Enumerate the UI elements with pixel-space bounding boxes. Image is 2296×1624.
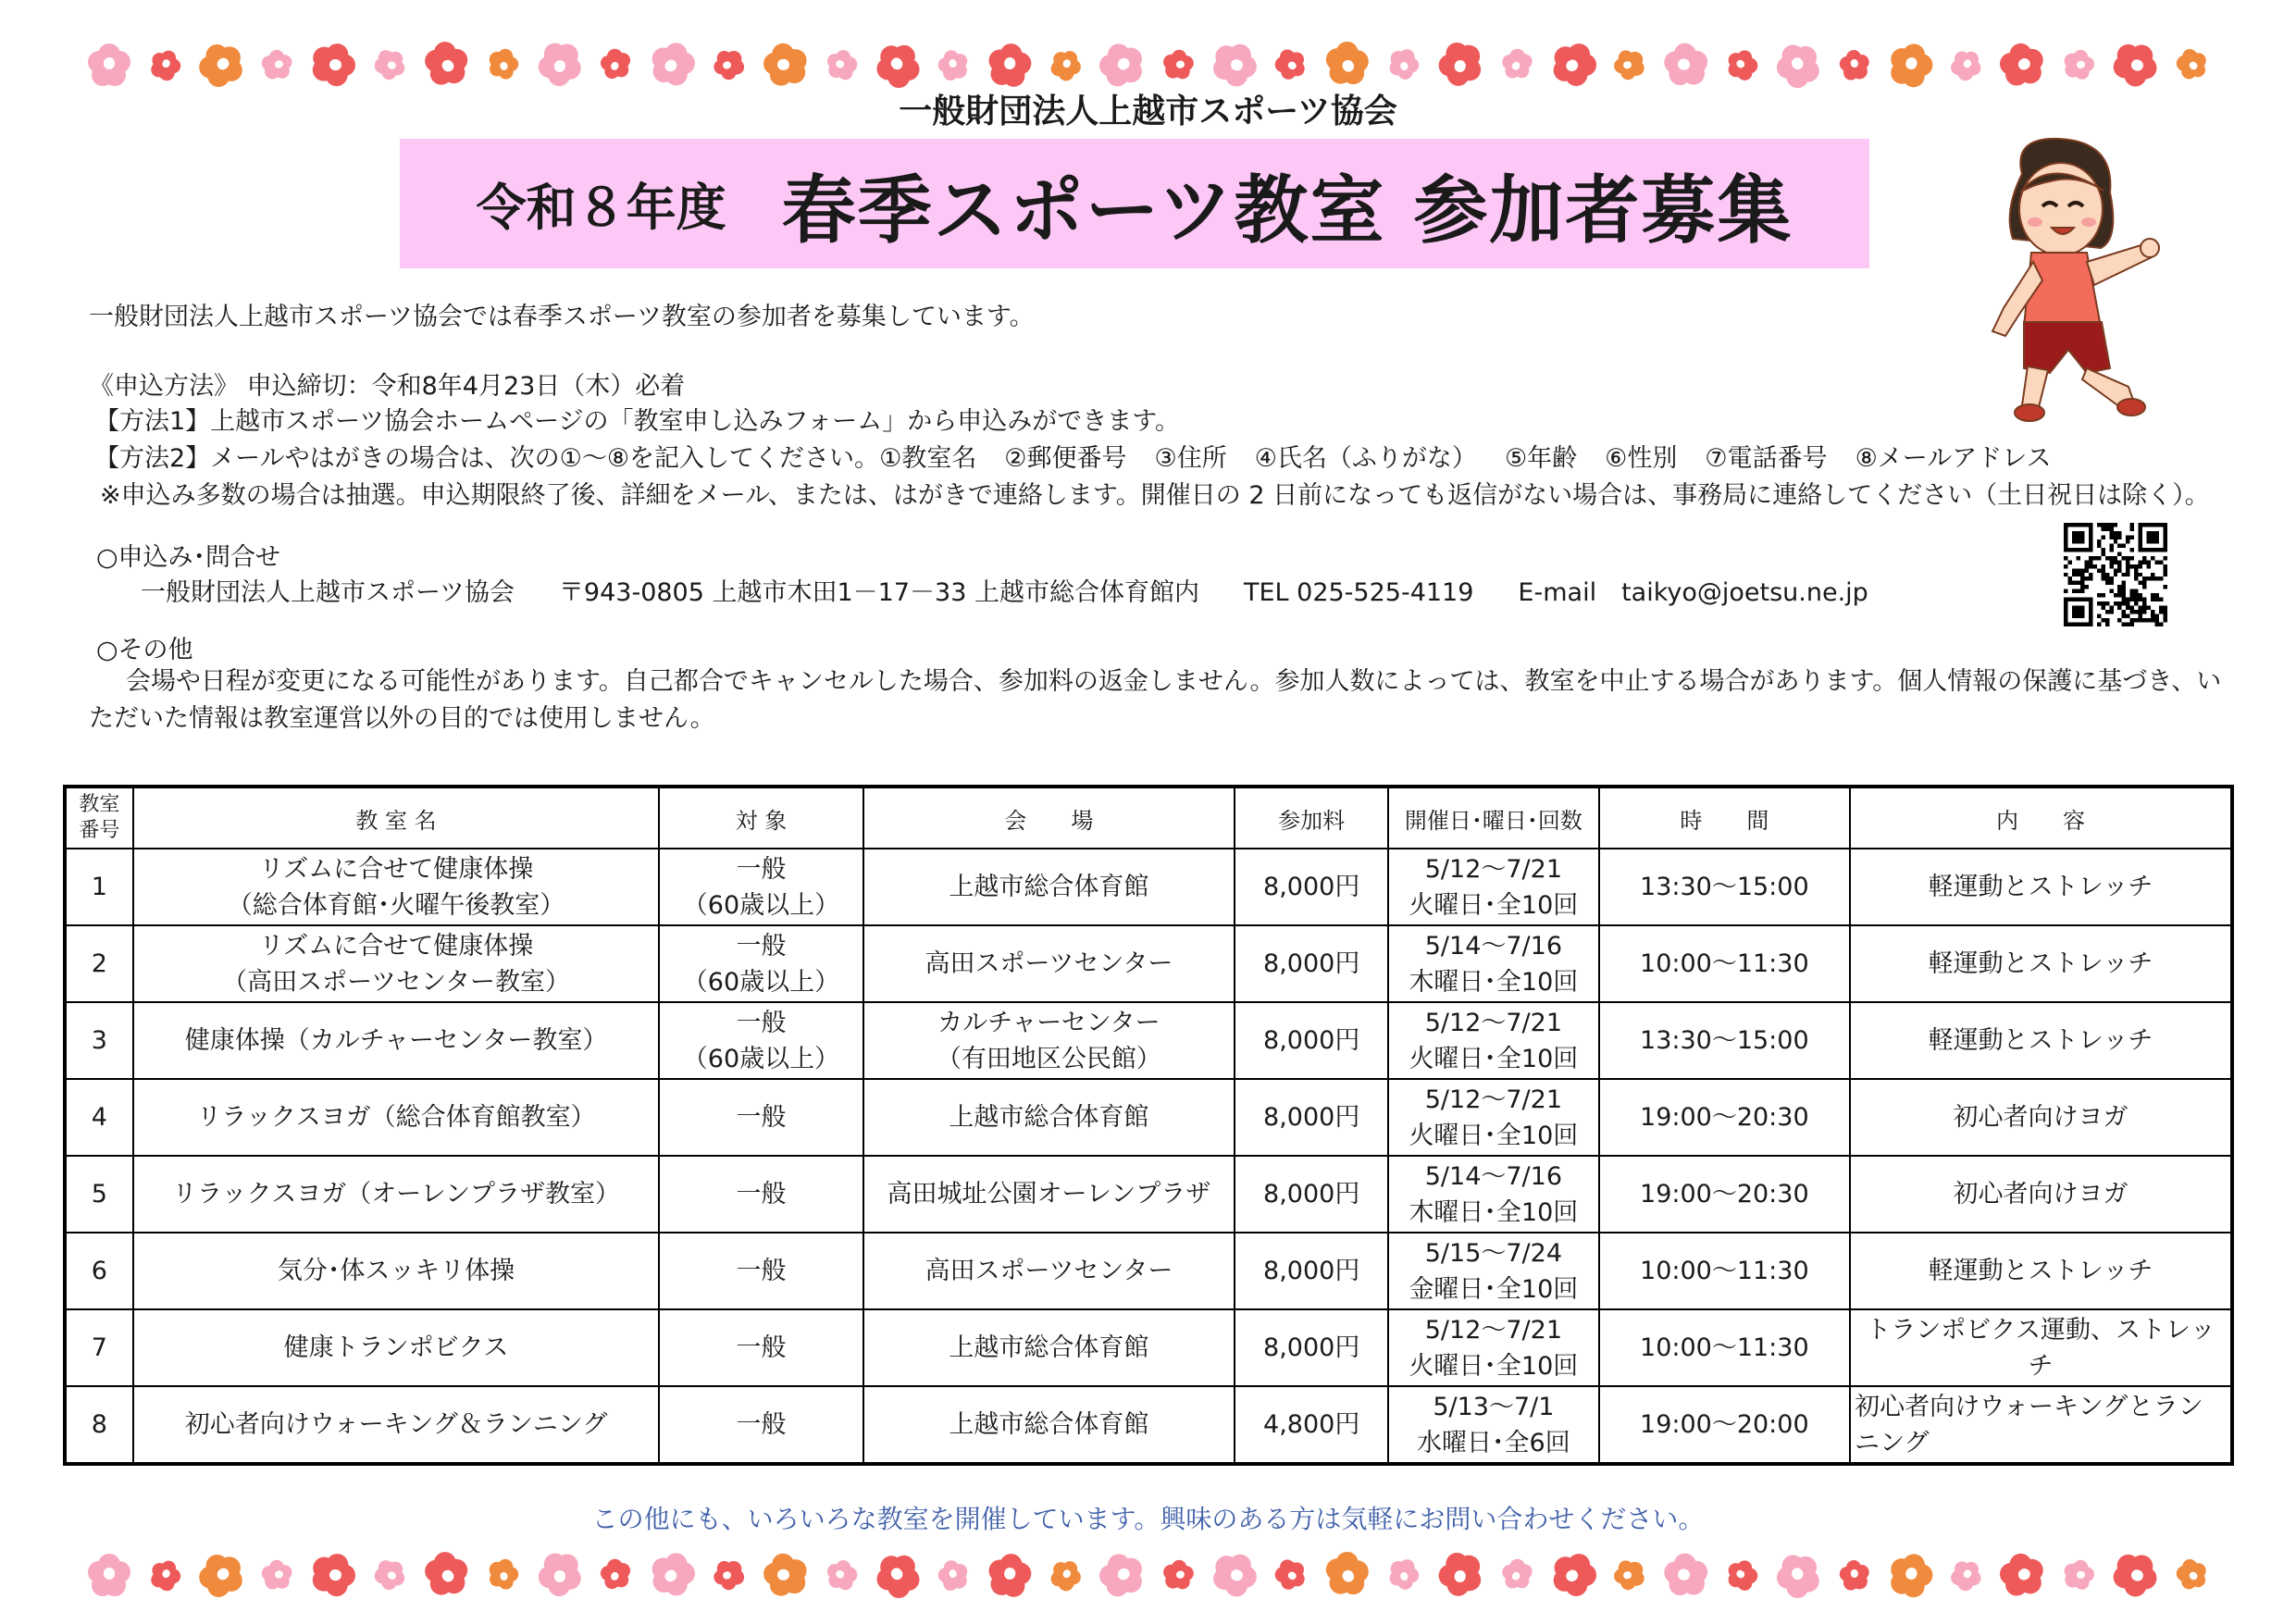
header-time: 時 間: [1599, 787, 1850, 849]
flower-icon: [1838, 1558, 1871, 1592]
flower-icon: [371, 45, 411, 85]
flower-icon: [1884, 1549, 1937, 1602]
cell-venue: 高田スポーツセンター: [863, 1233, 1235, 1309]
cell-num: 3: [65, 1002, 133, 1079]
cell-dates: 5/12～7/21 火曜日･全10回: [1388, 849, 1598, 925]
cell-num: 7: [65, 1309, 133, 1386]
flower-icon: [1659, 1549, 1711, 1601]
flower-icon: [537, 1552, 582, 1597]
cell-fee: 8,000円: [1235, 1079, 1388, 1156]
cell-dates: 5/14～7/16 木曜日･全10回: [1388, 925, 1598, 1002]
flower-icon: [1838, 48, 1871, 81]
table-row: [65, 1233, 2232, 1309]
table-row: [65, 925, 2232, 1002]
header-dates: 開催日･曜日･回数: [1388, 787, 1598, 849]
flower-icon: [1769, 1546, 1827, 1605]
flower-icon: [1386, 47, 1421, 82]
cell-name: リズムに合せて健康体操 （高田スポーツセンター教室）: [133, 925, 660, 1002]
cell-dates: 5/14～7/16 木曜日･全10回: [1388, 1156, 1598, 1233]
header-name: 教 室 名: [133, 787, 660, 849]
table-header-row: [65, 787, 2232, 849]
flower-icon: [1161, 47, 1197, 82]
cell-target: 一般 （60歳以上）: [659, 849, 863, 925]
cell-num: 8: [65, 1386, 133, 1464]
method-2-item: ⑤年齢: [1504, 444, 1578, 473]
flower-icon: [1161, 1557, 1197, 1593]
flower-icon: [1435, 40, 1486, 91]
method-2: [94, 438, 2051, 474]
cell-target: 一般 （60歳以上）: [659, 1002, 863, 1079]
flower-icon: [1046, 44, 1086, 85]
flower-icon: [821, 44, 862, 85]
method-2-item: ③住所: [1154, 444, 1227, 473]
cell-time: 10:00～11:30: [1599, 1309, 1850, 1386]
cell-content: 軽運動とストレッチ: [1850, 925, 2232, 1002]
flower-icon: [821, 1555, 862, 1595]
flower-icon: [1496, 44, 1537, 86]
flower-icon: [1210, 1550, 1260, 1599]
table-row: [65, 1002, 2232, 1079]
flower-icon: [313, 43, 357, 87]
flower-icon: [1271, 44, 1311, 85]
cell-dates: 5/12～7/21 火曜日･全10回: [1388, 1309, 1598, 1386]
header-content: 内 容: [1850, 787, 2232, 849]
flower-icon: [192, 1544, 252, 1605]
flower-icon: [371, 1556, 411, 1595]
flower-icon: [484, 1556, 522, 1594]
flower-icon: [416, 1545, 477, 1605]
cell-venue: 高田スポーツセンター: [863, 925, 1235, 1002]
flower-icon: [1659, 39, 1711, 91]
flower-icon: [2064, 49, 2096, 81]
cell-name: 健康体操（カルチャーセンター教室）: [133, 1002, 660, 1079]
contact-tel: TEL 025-525-4119: [1243, 578, 1474, 607]
cell-dates: 5/15～7/24 金曜日･全10回: [1388, 1233, 1598, 1309]
header-fee: 参加料: [1235, 787, 1388, 849]
cell-time: 19:00～20:00: [1599, 1386, 1850, 1464]
table-row: [65, 1386, 2232, 1464]
cell-target: 一般: [659, 1309, 863, 1386]
cell-name: 気分･体スッキリ体操: [133, 1233, 660, 1309]
flower-icon: [484, 46, 522, 84]
flower-icon: [762, 42, 809, 89]
cell-num: 4: [65, 1079, 133, 1156]
cell-time: 19:00～20:30: [1599, 1156, 1850, 1233]
cell-dates: 5/12～7/21 火曜日･全10回: [1388, 1002, 1598, 1079]
contact-heading: ○申込み･問合せ: [96, 543, 281, 572]
cell-content: トランポビクス運動、ストレッチ: [1850, 1309, 2232, 1386]
cell-content: 軽運動とストレッチ: [1850, 1233, 2232, 1309]
flower-icon: [1544, 1545, 1602, 1604]
flower-icon: [537, 42, 582, 87]
cell-name: 健康トランポビクス: [133, 1309, 660, 1386]
cell-fee: 8,000円: [1235, 1233, 1388, 1309]
cell-dates: 5/12～7/21 火曜日･全10回: [1388, 1079, 1598, 1156]
cell-name: リズムに合せて健康体操 （総合体育館･火曜午後教室）: [133, 849, 660, 925]
header-target: 対 象: [659, 787, 863, 849]
banner-year: 令和８年度: [476, 178, 726, 237]
cell-time: 13:30～15:00: [1599, 849, 1850, 925]
cell-fee: 8,000円: [1235, 849, 1388, 925]
cell-venue: カルチャーセンター （有田地区公民館）: [863, 1002, 1235, 1079]
method-2-item: ①教室名: [879, 444, 977, 473]
cell-content: 初心者向けヨガ: [1850, 1156, 2232, 1233]
method-2-item: ⑥性別: [1605, 444, 1678, 473]
flower-icon: [1271, 1555, 1311, 1595]
flower-icon: [1994, 1546, 2052, 1604]
flower-icon: [596, 1555, 636, 1594]
flower-icon: [936, 46, 972, 82]
cell-name: 初心者向けウォーキング＆ランニング: [133, 1386, 660, 1464]
flower-border-bottom: [88, 1547, 2207, 1603]
flower-icon: [1386, 1557, 1421, 1593]
cell-num: 1: [65, 849, 133, 925]
flower-icon: [88, 43, 130, 86]
flower-icon: [1946, 1554, 1988, 1595]
flower-icon: [1612, 1558, 1646, 1593]
lottery-note: ※申込み多数の場合は抽選。申込期限終了後、詳細をメール、または、はがきで連絡します。開催日の 2 日前になっても返信がない場合は、事務局に連絡してください（土日祝日は除く）。: [100, 481, 2210, 510]
flower-icon: [259, 45, 297, 83]
flower-icon: [1046, 1555, 1086, 1595]
other-text: 会場や日程が変更になる可能性があります。自己都合でキャンセルした場合、参加料の返金しません。参加人数によっては、教室を中止する場合があります。個人情報の保護に基づき、いただいた情報は教室運営以外の目的では使用しません。: [89, 667, 2222, 733]
flower-icon: [259, 1556, 297, 1593]
flower-border-top: [88, 37, 2207, 93]
running-girl-illustration: [1939, 137, 2161, 424]
cell-venue: 上越市総合体育館: [863, 849, 1235, 925]
cell-num: 6: [65, 1233, 133, 1309]
flower-icon: [1721, 44, 1763, 86]
cell-content: 初心者向けウォーキングとランニング: [1850, 1386, 2232, 1464]
apply-heading: 《申込方法》 申込締切：令和8年4月23日（木）必着: [89, 372, 686, 401]
method-2-item: ⑧メールアドレス: [1855, 444, 2052, 473]
flower-icon: [1496, 1555, 1537, 1596]
cell-content: 軽運動とストレッチ: [1850, 1002, 2232, 1079]
qr-code[interactable]: [2064, 523, 2167, 626]
intro-text: 一般財団法人上越市スポーツ協会では春季スポーツ教室の参加者を募集しています。: [89, 303, 1035, 331]
other-heading: ○その他: [96, 636, 193, 664]
cell-name: リラックスヨガ（オーレンプラザ教室）: [133, 1156, 660, 1233]
flower-icon: [710, 1556, 747, 1593]
flower-icon: [1318, 1545, 1377, 1605]
contact-email[interactable]: E-mail taikyo@joetsu.ne.jp: [1518, 578, 1868, 607]
cell-target: 一般: [659, 1079, 863, 1156]
flower-icon: [1946, 43, 1988, 85]
flower-icon: [762, 1552, 809, 1599]
table-row: [65, 1156, 2232, 1233]
flower-icon: [1884, 39, 1937, 92]
cell-content: 初心者向けヨガ: [1850, 1079, 2232, 1156]
method-2-item: ④氏名（ふりがな）: [1254, 444, 1477, 473]
flower-icon: [1612, 48, 1646, 82]
flower-icon: [2064, 1559, 2096, 1592]
cell-time: 10:00～11:30: [1599, 1233, 1850, 1309]
cell-name: リラックスヨガ（総合体育館教室）: [133, 1079, 660, 1156]
contact-org: 一般財団法人上越市スポーツ協会: [141, 578, 515, 607]
method-1: 【方法1】上越市スポーツ協会ホームページの「教室申し込みフォーム」から申込みができます。: [94, 407, 1181, 436]
flower-icon: [1093, 1545, 1152, 1605]
contact-address: 〒943-0805 上越市木田1－17－33 上越市総合体育館内: [558, 578, 1199, 607]
cell-num: 2: [65, 925, 133, 1002]
banner-title: 春季スポーツ教室 参加者募集: [781, 167, 1793, 254]
cell-venue: 上越市総合体育館: [863, 1079, 1235, 1156]
flower-icon: [596, 44, 636, 84]
flower-icon: [936, 1556, 972, 1593]
cell-target: 一般: [659, 1233, 863, 1309]
table-row: [65, 1309, 2232, 1386]
footer-note: この他にも、いろいろな教室を開催しています。興味のある方は気軽にお問い合わせください。: [591, 1504, 1705, 1534]
flower-icon: [313, 1553, 357, 1597]
class-table: [63, 785, 2234, 1466]
cell-time: 13:30～15:00: [1599, 1002, 1850, 1079]
table-row: [65, 1079, 2232, 1156]
cell-time: 19:00～20:30: [1599, 1079, 1850, 1156]
method-2-prefix: 【方法2】メールやはがきの場合は、次の①～⑧を記入してください。: [94, 444, 880, 473]
flower-icon: [88, 1554, 130, 1596]
method-2-item: ⑦電話番号: [1705, 444, 1828, 473]
cell-venue: 上越市総合体育館: [863, 1309, 1235, 1386]
cell-fee: 4,800円: [1235, 1386, 1388, 1464]
cell-content: 軽運動とストレッチ: [1850, 849, 2232, 925]
table-row: [65, 849, 2232, 925]
method-2-item: ②郵便番号: [1004, 444, 1127, 473]
title-banner: [400, 139, 1869, 268]
flower-icon: [146, 45, 185, 84]
flower-icon: [867, 1545, 927, 1605]
cell-dates: 5/13～7/1 水曜日･全6回: [1388, 1386, 1598, 1464]
cell-target: 一般 （60歳以上）: [659, 925, 863, 1002]
flower-icon: [710, 46, 747, 83]
cell-target: 一般: [659, 1386, 863, 1464]
cell-fee: 8,000円: [1235, 1156, 1388, 1233]
cell-fee: 8,000円: [1235, 925, 1388, 1002]
flower-icon: [986, 41, 1034, 89]
cell-venue: 上越市総合体育館: [863, 1386, 1235, 1464]
flower-icon: [1210, 40, 1260, 89]
flower-icon: [2109, 1548, 2163, 1602]
flower-icon: [986, 1551, 1034, 1599]
contact-info: [141, 572, 1913, 608]
flower-icon: [2171, 1554, 2213, 1595]
flower-icon: [2109, 38, 2163, 92]
flower-icon: [146, 1556, 185, 1594]
header-venue: 会 場: [863, 787, 1235, 849]
organization-name: 一般財団法人上越市スポーツ協会: [899, 93, 1397, 130]
cell-venue: 高田城址公園オーレンプラザ: [863, 1156, 1235, 1233]
cell-fee: 8,000円: [1235, 1002, 1388, 1079]
cell-target: 一般: [659, 1156, 863, 1233]
cell-time: 10:00～11:30: [1599, 925, 1850, 1002]
cell-fee: 8,000円: [1235, 1309, 1388, 1386]
flower-icon: [2171, 43, 2213, 85]
flower-icon: [1435, 1550, 1486, 1601]
header-num: 教室 番号: [65, 787, 133, 849]
flower-icon: [1721, 1555, 1763, 1596]
cell-num: 5: [65, 1156, 133, 1233]
flower-icon: [642, 1545, 702, 1605]
